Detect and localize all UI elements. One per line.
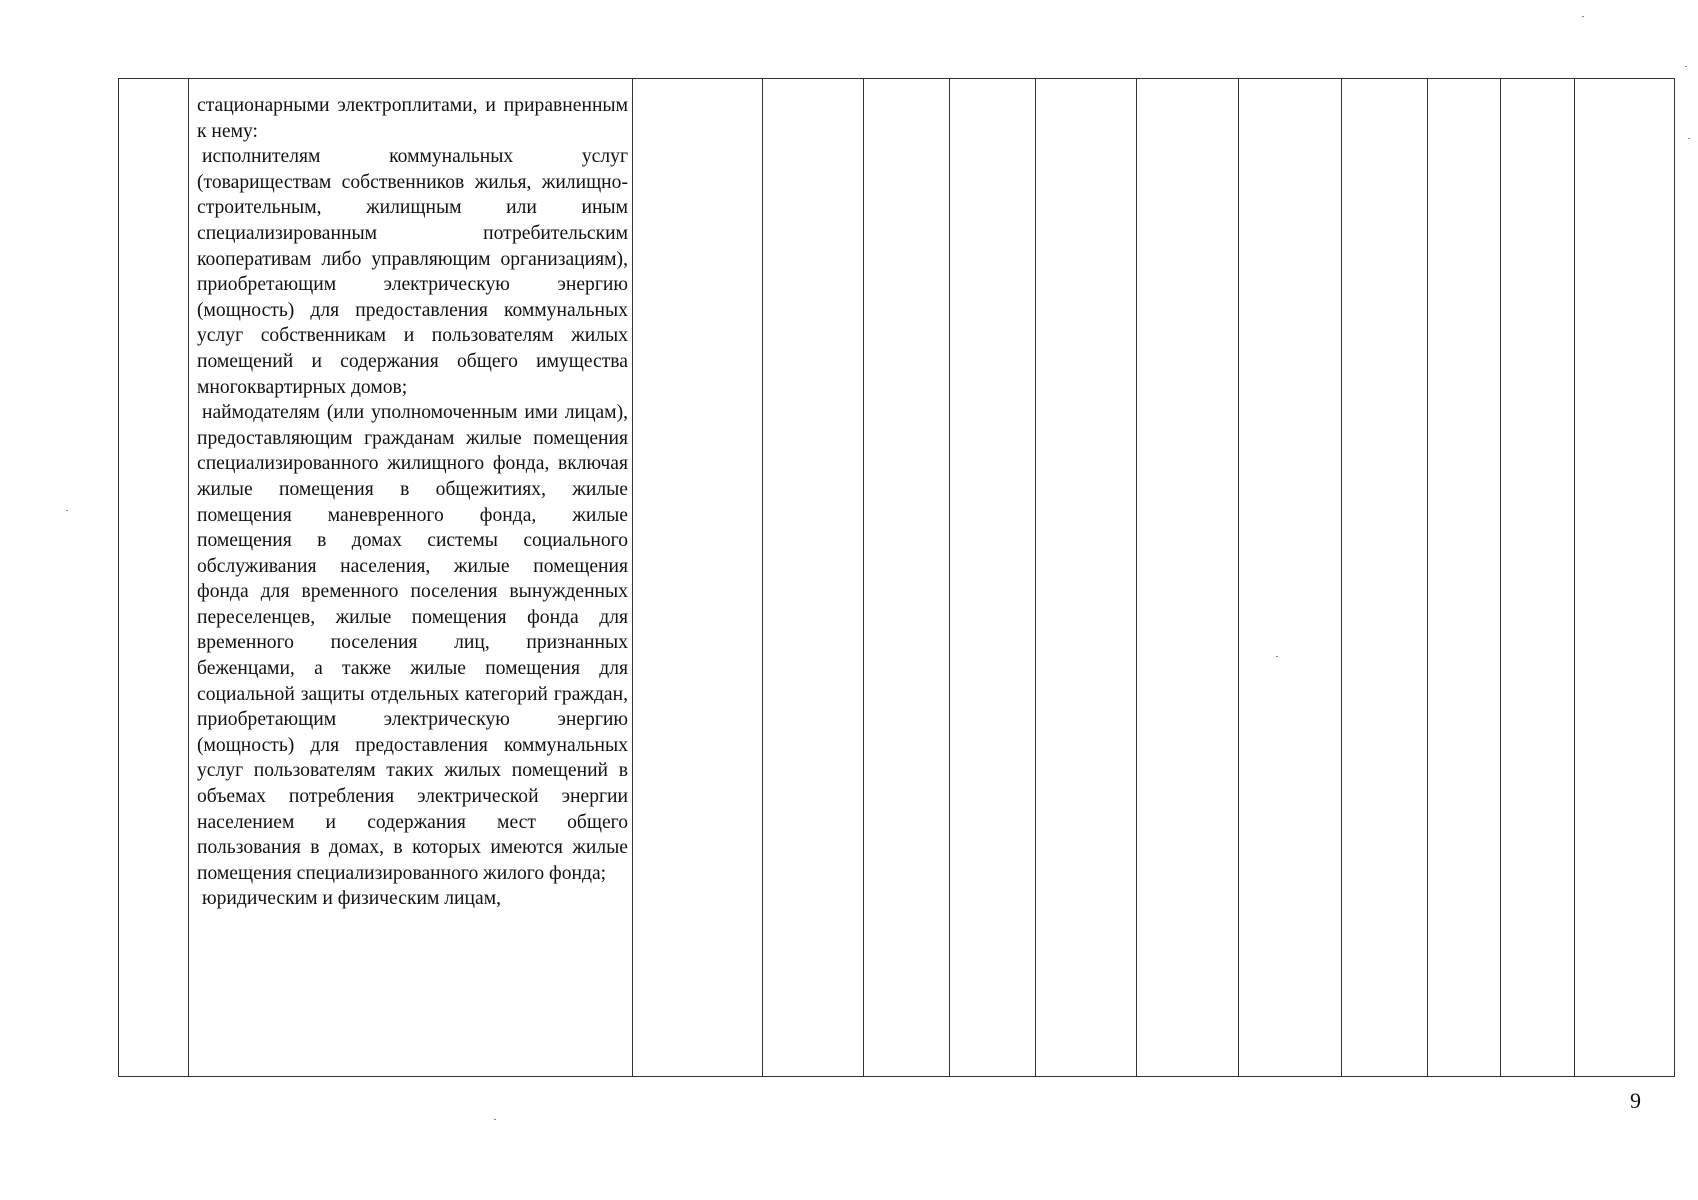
value-cell <box>1575 79 1675 1077</box>
scan-speck <box>1688 138 1690 139</box>
value-cell <box>1342 79 1428 1077</box>
table-row <box>119 79 1675 1077</box>
paragraph-legal-entities: юридическим и физическим лицам, <box>202 888 501 910</box>
row-number-cell <box>119 79 189 1077</box>
value-cell <box>1501 79 1575 1077</box>
scan-speck <box>1685 66 1687 67</box>
value-cell <box>1137 79 1239 1077</box>
value-cell <box>1239 79 1342 1077</box>
value-cell <box>950 79 1036 1077</box>
scan-speck <box>1582 16 1584 17</box>
tariff-table <box>118 78 1675 1077</box>
description-cell <box>189 79 633 1077</box>
value-cell <box>1428 79 1501 1077</box>
scan-speck <box>66 510 68 511</box>
paragraph-intro: стационарными электроплитами, и приравненным к нему: <box>197 95 628 142</box>
scan-speck <box>1276 656 1278 657</box>
value-cell <box>763 79 864 1077</box>
paragraph-landlords: наймодателям (или уполномоченным ими лицам), предоставляющим гражданам жилые помещения специализированного жилищного фонда, включая жилые помещения в общежитиях, жилые помещения маневренного фонда, жилые помещения в домах системы социального обслуживания населения, жилые помещения фонда для временного поселения вынужденных переселенцев, жилые помещения фонда для временного поселения лиц, признанных беженцами, а также жилые помещения для социальной защиты отдельных категорий граждан, приобретающим электрическую энергию (мощность) для предоставления коммунальных услуг пользователям таких жилых помещений в объемах потребления электрической энергии населением и содержания мест общего пользования в домах, в которых имеются жилые помещения специализированного жилого фонда; <box>197 402 628 884</box>
scan-speck <box>494 1119 496 1120</box>
value-cell <box>1036 79 1137 1077</box>
value-cell <box>864 79 950 1077</box>
value-cell <box>633 79 763 1077</box>
page-number: 9 <box>1630 1088 1641 1113</box>
paragraph-utility-providers: исполнителям коммунальных услуг (товариществам собственников жилья, жилищно-строительным, жилищным или иным специализированным потребительским кооперативам либо управляющим организациям), приобретающим электрическую энергию (мощность) для предоставления коммунальных услуг собственникам и пользователям жилых помещений и содержания общего имущества многоквартирных домов; <box>197 146 628 398</box>
